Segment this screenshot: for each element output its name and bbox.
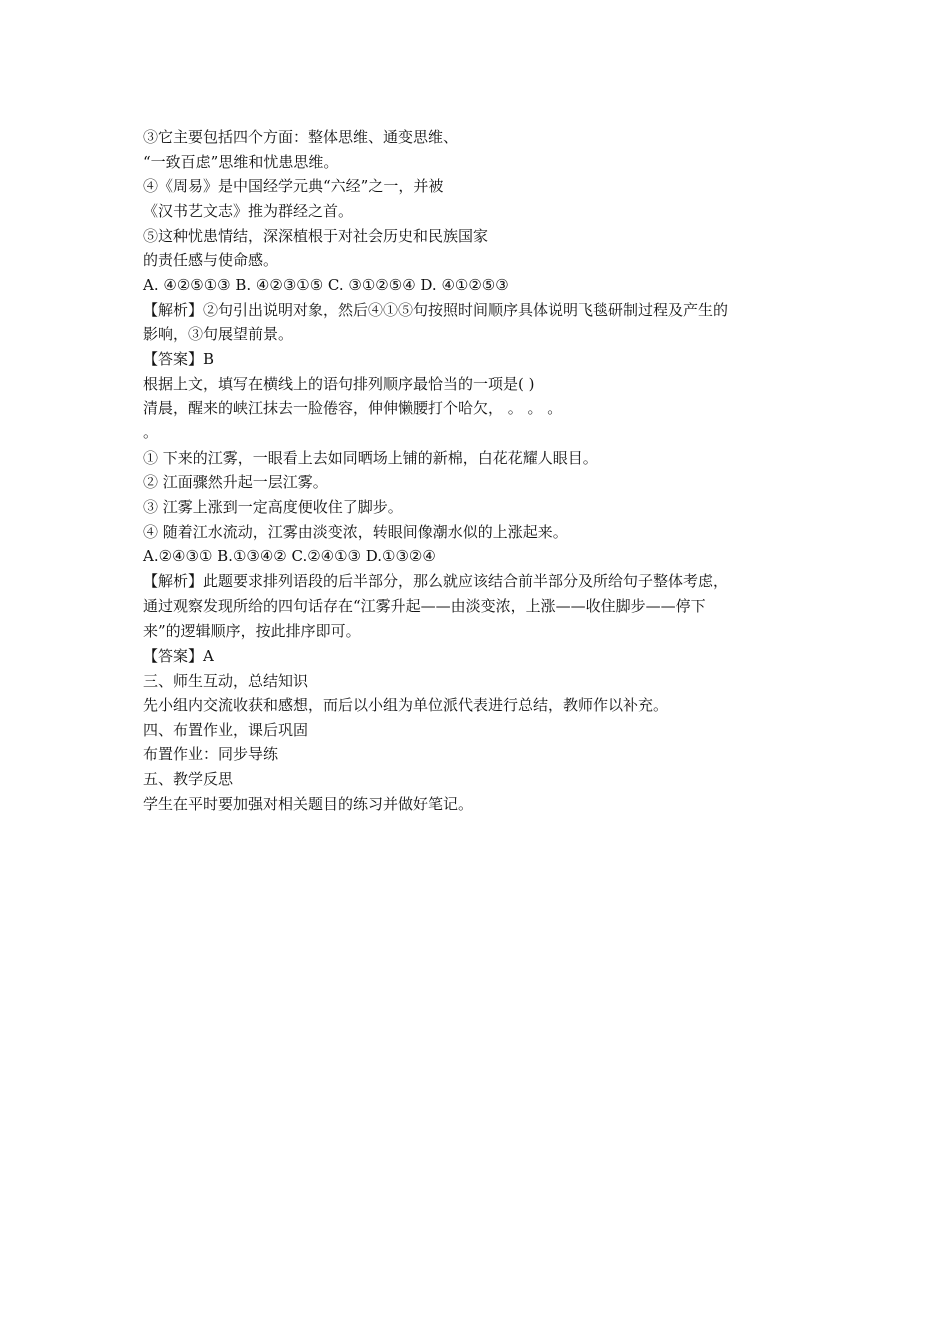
text-line: ④《周易》是中国经学元典“六经”之一，并被 [143, 177, 444, 195]
analysis-text: 【解析】②句引出说明对象，然后④①⑤句按照时间顺序具体说明飞毯研制过程及产生的 [143, 301, 729, 319]
section-heading: 四、布置作业，课后巩固 [143, 721, 309, 739]
text-line: ③ 江雾上涨到一定高度便收住了脚步。 [143, 498, 403, 516]
text-line: 来”的逻辑顺序，按此排序即可。 [143, 622, 361, 640]
question-text: 根据上文，填写在横线上的语句排列顺序最恰当的一项是( ) [143, 375, 535, 393]
text-line: ⑤这种忧患情结，深深植根于对社会历史和民族国家 [143, 227, 489, 245]
text-line: ③它主要包括四个方面：整体思维、通变思维、 [143, 128, 459, 146]
text-line: 《汉书艺文志》推为群经之首。 [143, 202, 354, 220]
answer-text: 【答案】B [143, 350, 215, 368]
text-line: “一致百虑”思维和忧患思维。 [143, 153, 339, 171]
text-line: 清晨，醒来的峡江抹去一脸倦容，伸伸懒腰打个哈欠， 。 。 。 [143, 399, 563, 417]
answer-options: A. ④②⑤①③ B. ④②③①⑤ C. ③①②⑤④ D. ④①②⑤③ [143, 276, 509, 294]
text-line: 通过观察发现所给的四句话存在“江雾升起——由淡变浓，上涨——收住脚步——停下 [143, 597, 706, 615]
text-line: 学生在平时要加强对相关题目的练习并做好笔记。 [143, 795, 474, 813]
section-heading: 三、师生互动，总结知识 [143, 672, 309, 690]
text-line: 的责任感与使命感。 [143, 251, 279, 269]
text-line: 先小组内交流收获和感想，而后以小组为单位派代表进行总结，教师作以补充。 [143, 696, 669, 714]
text-line: 。 [143, 423, 159, 441]
text-line: ④ 随着江水流动，江雾由淡变浓，转眼间像潮水似的上涨起来。 [143, 523, 568, 541]
text-line: 影响，③句展望前景。 [143, 325, 294, 343]
analysis-text: 【解析】此题要求排列语段的后半部分，那么就应该结合前半部分及所给句子整体考虑， [143, 572, 729, 590]
text-line: ① 下来的江雾，一眼看上去如同晒场上铺的新棉，白花花耀人眼目。 [143, 449, 598, 467]
text-line: 布置作业：同步导练 [143, 745, 279, 763]
text-line: ② 江面骤然升起一层江雾。 [143, 473, 328, 491]
section-heading: 五、教学反思 [143, 770, 234, 788]
answer-options: A.②④③① B.①③④② C.②④①③ D.①③②④ [143, 547, 436, 565]
answer-text: 【答案】A [143, 647, 214, 665]
